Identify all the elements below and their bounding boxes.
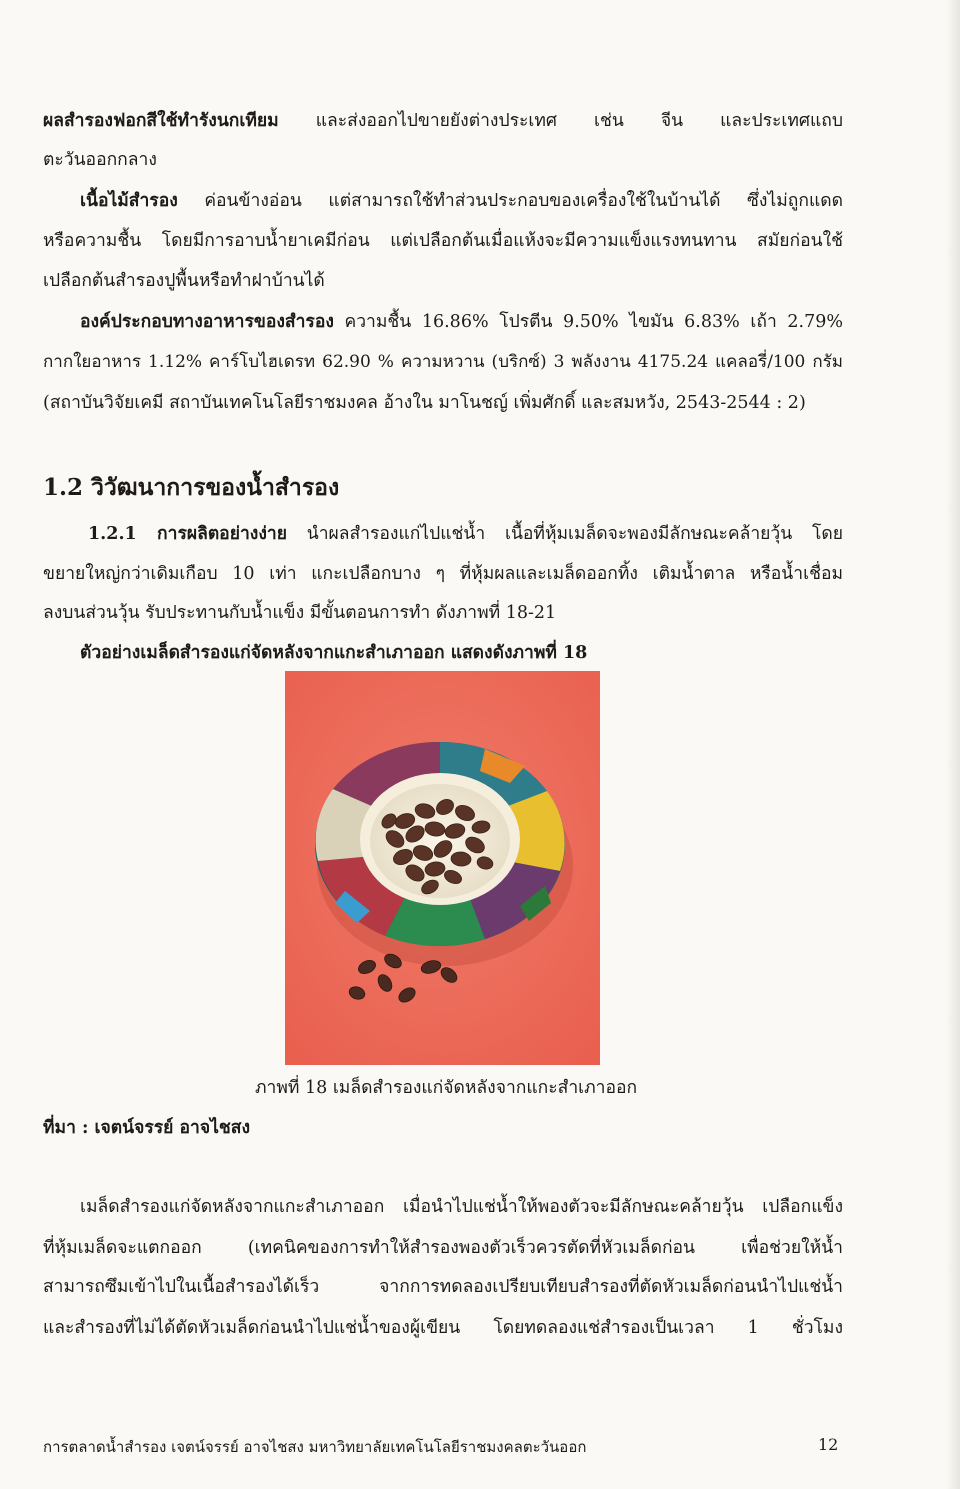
scan-edge-shadow	[946, 0, 960, 1489]
seed-bowl-photo	[285, 671, 600, 1065]
paragraph-2-line-1	[80, 186, 843, 216]
paragraph-1-lead: ผลสำรองฟอกสีใช้ทำรังนกเทียม	[43, 111, 279, 131]
paragraph-2-lead: เนื้อไม้สำรอง	[80, 191, 178, 211]
seed-bowl-illustration	[285, 671, 600, 1065]
subsection-line-1	[88, 519, 843, 549]
paragraph-3-line-3: (สถาบันวิจัยเคมี สถาบันเทคโนโลยีราชมงคล อ้างใน มาโนชญ์ เพิ่มศักดิ์ และสมหวัง, 2543-2544 : 2)	[43, 393, 806, 413]
paragraph-3-line-1	[80, 307, 843, 337]
subsection-line-2: ขยายใหญ่กว่าเดิมเกือบ 10 เท่า แกะเปลือกบาง ๆ ที่หุ้มผลและเมล็ดออกทิ้ง เติมน้ำตาล หรือน้ำเชื่อม	[43, 564, 843, 584]
subsection-lead: 1.2.1 การผลิตอย่างง่าย	[88, 524, 287, 544]
paragraph-4-line-3: สามารถซึมเข้าไปในเนื้อสำรองได้เร็ว จากการทดลองเปรียบเทียบสำรองที่ตัดหัวเมล็ดก่อนนำไปแช่น้ำ	[43, 1277, 843, 1297]
paragraph-2-line-2: หรือความชื้น โดยมีการอาบน้ำยาเคมีก่อน แต่เปลือกต้นเมื่อแห้งจะมีความแข็งแรงทนทาน สมัยก่อนใช้	[43, 231, 843, 251]
page-footer: การตลาดน้ำสำรอง เจตน์จรรย์ อาจไชสง มหาวิทยาลัยเทคโนโลยีราชมงคลตะวันออก	[43, 1438, 587, 1456]
paragraph-2-line-3: เปลือกต้นสำรองปูพื้นหรือทำฝาบ้านได้	[43, 271, 325, 291]
paragraph-3-line-2: กากใยอาหาร 1.12% คาร์โบไฮเดรท 62.90 % ความหวาน (บริกซ์) 3 พลังงาน 4175.24 แคลอรี่/100 กรัม	[43, 352, 843, 372]
subsection-line-3: ลงบนส่วนวุ้น รับประทานกับน้ำแข็ง มีขั้นตอนการทำ ดังภาพที่ 18-21	[43, 603, 557, 623]
paragraph-4-line-2: ที่หุ้มเมล็ดจะแตกออก (เทคนิคของการทำให้สำรองพองตัวเร็วควรตัดที่หัวเมล็ดก่อน เพื่อช่วยให้น้ำ	[43, 1238, 843, 1258]
subsection-line-1-text: นำผลสำรองแก่ไปแช่น้ำ เนื้อที่หุ้มเมล็ดจะพองมีลักษณะคล้ายวุ้น โดย	[286, 524, 843, 544]
paragraph-1-line-1	[43, 106, 843, 136]
paragraph-4-line-1: เมล็ดสำรองแก่จัดหลังจากแกะสำเภาออก เมื่อนำไปแช่น้ำให้พองตัวจะมีลักษณะคล้ายวุ้น เปลือกแข็ง	[80, 1197, 843, 1217]
paragraph-3-lead: องค์ประกอบทางอาหารของสำรอง	[80, 312, 334, 332]
paragraph-1-line-2: ตะวันออกกลาง	[43, 150, 157, 170]
paragraph-4-line-4: และสำรองที่ไม่ได้ตัดหัวเมล็ดก่อนนำไปแช่น้ำของผู้เขียน โดยทดลองแช่สำรองเป็นเวลา 1 ชั่วโมง	[43, 1318, 843, 1338]
paragraph-3-line-1-text: ความชื้น 16.86% โปรตีน 9.50% ไขมัน 6.83% เถ้า 2.79%	[333, 312, 843, 332]
paragraph-1-line-1-text: และส่งออกไปขายยังต่างประเทศ เช่น จีน และประเทศแถบ	[278, 111, 843, 131]
section-heading: 1.2 วิวัฒนาการของน้ำสำรอง	[43, 474, 340, 501]
figure-intro-line: ตัวอย่างเมล็ดสำรองแก่จัดหลังจากแกะสำเภาออก แสดงดังภาพที่ 18	[80, 643, 588, 663]
figure-caption: ภาพที่ 18 เมล็ดสำรองแก่จัดหลังจากแกะสำเภาออก	[255, 1078, 638, 1098]
figure-source: ที่มา : เจตน์จรรย์ อาจไชสง	[43, 1118, 251, 1138]
paragraph-2-line-1-text: ค่อนข้างอ่อน แต่สามารถใช้ทำส่วนประกอบของเครื่องใช้ในบ้านได้ ซึ่งไม่ถูกแดด	[177, 191, 843, 211]
page-number: 12	[818, 1435, 839, 1454]
